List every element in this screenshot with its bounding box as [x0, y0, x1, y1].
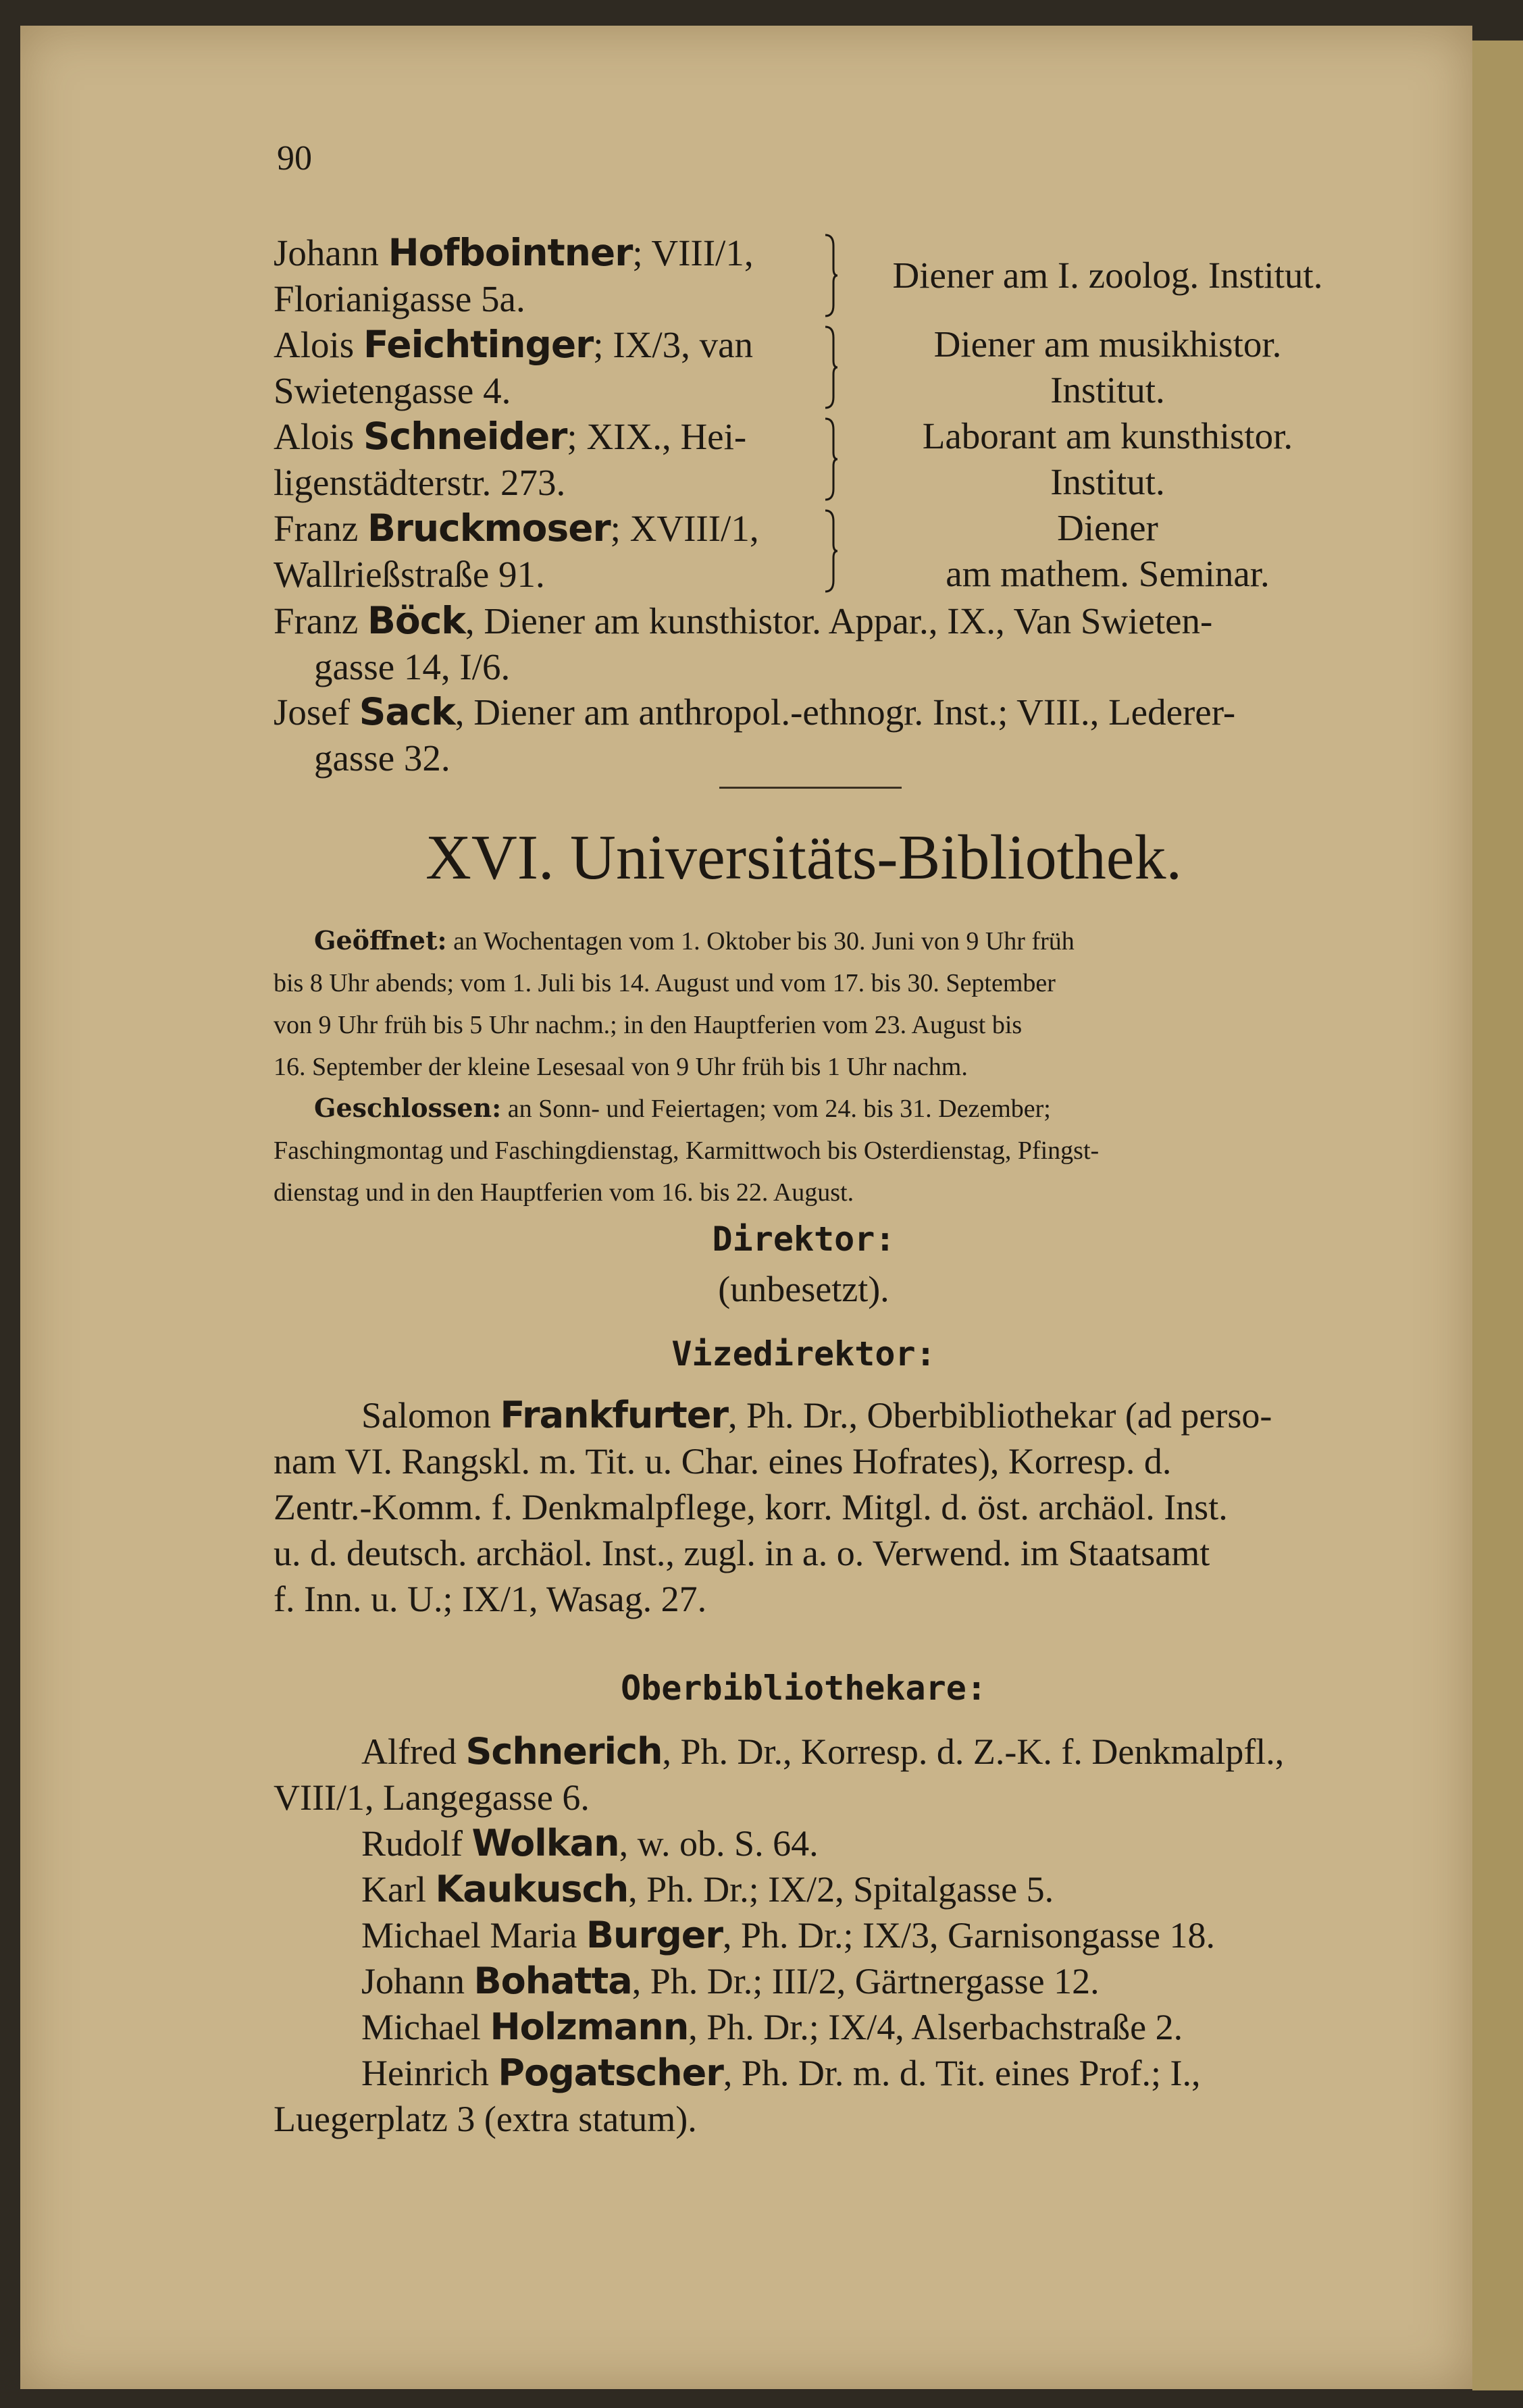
staff-entry: Franz Böck, Diener am kunsthistor. Appar., IX., Van Swieten- gasse 14, I/6.: [274, 599, 1213, 687]
address-part: ; XVIII/1,: [610, 508, 759, 549]
address-part: ; XIX., Hei-: [567, 416, 747, 457]
brace-icon: [824, 232, 839, 319]
surname: Schnerich: [465, 1730, 663, 1773]
open-label: Geöffnet:: [314, 925, 447, 956]
surname: Böck: [367, 599, 465, 642]
surname: Holzmann: [490, 2006, 689, 2048]
librarians-heading: Oberbibliothekare:: [621, 1669, 987, 1708]
surname: Schneider: [363, 415, 567, 458]
staff-name-address: [274, 413, 827, 506]
surname: Bohatta: [473, 1960, 632, 2002]
staff-entry: Josef Sack, Diener am anthropol.-ethnogr. Inst.; VIII., Lederer- gasse 32.: [274, 690, 1236, 779]
brace-icon: [824, 508, 839, 594]
staff-role: Laborant am kunsthistor. Institut.: [922, 415, 1293, 502]
brace-icon: [824, 416, 839, 502]
first-name: Alois: [274, 416, 363, 457]
vice-director-heading: Vizedirektor:: [671, 1334, 936, 1373]
surname: Frankfurter: [500, 1394, 729, 1436]
surname: Wolkan: [471, 1822, 619, 1864]
surname: Sack: [359, 690, 455, 733]
staff-name-address: [274, 230, 827, 322]
list-item: Johann Bohatta, Ph. Dr.; III/2, Gärtnergasse 12.: [361, 1960, 1100, 2002]
opening-hours: Geöffnet: an Wochentagen vom 1. Oktober bis 30. Juni von 9 Uhr früh bis 8 Uhr abends; vom 1. Juli bis 14. August und vom 17. bis 30. September von 9 Uhr früh bis 5 Uhr nachm.; in den Hauptferien vom 23. August bis 16. September der kleine Lesesaal von 9 Uhr früh bis 1 Uhr nachm.: [274, 925, 1075, 1081]
surname: Feichtinger: [363, 323, 594, 366]
surname: Pogatscher: [498, 2051, 723, 2094]
staff-name-address: [274, 321, 827, 414]
staff-role: Diener am musikhistor. Institut.: [933, 323, 1282, 411]
list-item: Heinrich Pogatscher, Ph. Dr. m. d. Tit. eines Prof.; I.,: [361, 2051, 1201, 2094]
staff-role: Diener am mathem. Seminar.: [946, 507, 1270, 594]
staff-row: [274, 413, 1361, 505]
surname: Hofbointner: [388, 231, 633, 274]
page-number: 90: [277, 139, 312, 178]
closed-label: Geschlossen:: [314, 1093, 502, 1123]
staff-row: [274, 505, 1361, 597]
first-name: Franz: [274, 508, 367, 549]
page-edge: [1472, 41, 1523, 2390]
address-line: ligenstädterstr. 273.: [274, 462, 566, 503]
staff-row: [274, 230, 1361, 321]
surname: Burger: [586, 1914, 723, 1956]
surname: Bruckmoser: [367, 506, 611, 550]
list-item: Michael Maria Burger, Ph. Dr.; IX/3, Garnisongasse 18.: [361, 1914, 1215, 1956]
librarians-list: Alfred Schnerich, Ph. Dr., Korresp. d. Z.-K. f. Denkmalpfl., VIII/1, Langegasse 6. Rudolf Wolkan, w. ob. S. 64. Karl Kaukusch, Ph. Dr.; IX/2, Spitalgasse 5. Michael Maria Burger, Ph. Dr.; IX/3, Garnisongasse 18. Johann Bohatta, Ph. Dr.; III/2, Gärtnergasse 12. Michael Holzmann, Ph. Dr.; IX/4, Alserbachstraße 2. Heinrich Pogatscher, Ph. Dr. m. d. Tit. eines Prof.; I., Luegerplatz 3 (extra statum).: [274, 1729, 1361, 2142]
surname: Kaukusch: [435, 1868, 629, 1910]
list-item: Karl Kaukusch, Ph. Dr.; IX/2, Spitalgasse 5.: [361, 1868, 1054, 1910]
list-item: Michael Holzmann, Ph. Dr.; IX/4, Alserbachstraße 2.: [361, 2006, 1183, 2048]
address-line: Swietengasse 4.: [274, 370, 511, 411]
section-title: XVI. Universitäts-Bibliothek.: [425, 822, 1182, 893]
staff-row: [274, 321, 1361, 413]
brace-icon: [824, 324, 839, 411]
divider: [719, 787, 902, 789]
director-value: (unbesetzt).: [718, 1269, 889, 1309]
address-line: Florianigasse 5a.: [274, 278, 525, 319]
closing-times: Geschlossen: an Sonn- und Feiertagen; vom 24. bis 31. Dezember; Faschingmontag und Faschingdienstag, Karmittwoch bis Osterdienstag, Pfingst- dienstag und in den Hauptferien vom 16. bis 22. August.: [274, 1093, 1100, 1207]
list-item: Alfred Schnerich, Ph. Dr., Korresp. d. Z.-K. f. Denkmalpfl.,: [361, 1730, 1285, 1773]
address-part: ; VIII/1,: [632, 232, 754, 273]
list-item: Rudolf Wolkan, w. ob. S. 64.: [361, 1822, 819, 1864]
vice-director-entry: Salomon Frankfurter, Ph. Dr., Oberbibliothekar (ad perso- nam VI. Rangskl. m. Tit. u. Char. eines Hofrates), Korresp. d. Zentr.-Komm. f. Denkmalpflege, korr. Mitgl. d. öst. archäol. Inst. u. d. deutsch. archäol. Inst., zugl. in a. o. Verwend. im Staatsamt f. Inn. u. U.; IX/1, Wasag. 27.: [274, 1394, 1272, 1619]
staff-table: [274, 230, 1361, 597]
address-part: ; IX/3, van: [593, 324, 754, 365]
address-line: Wallrießstraße 91.: [274, 554, 545, 595]
director-heading: Direktor:: [712, 1220, 896, 1259]
staff-role: Diener am I. zoolog. Institut.: [892, 255, 1323, 296]
first-name: Johann: [274, 232, 388, 273]
staff-name-address: [274, 505, 827, 598]
first-name: Alois: [274, 324, 363, 365]
